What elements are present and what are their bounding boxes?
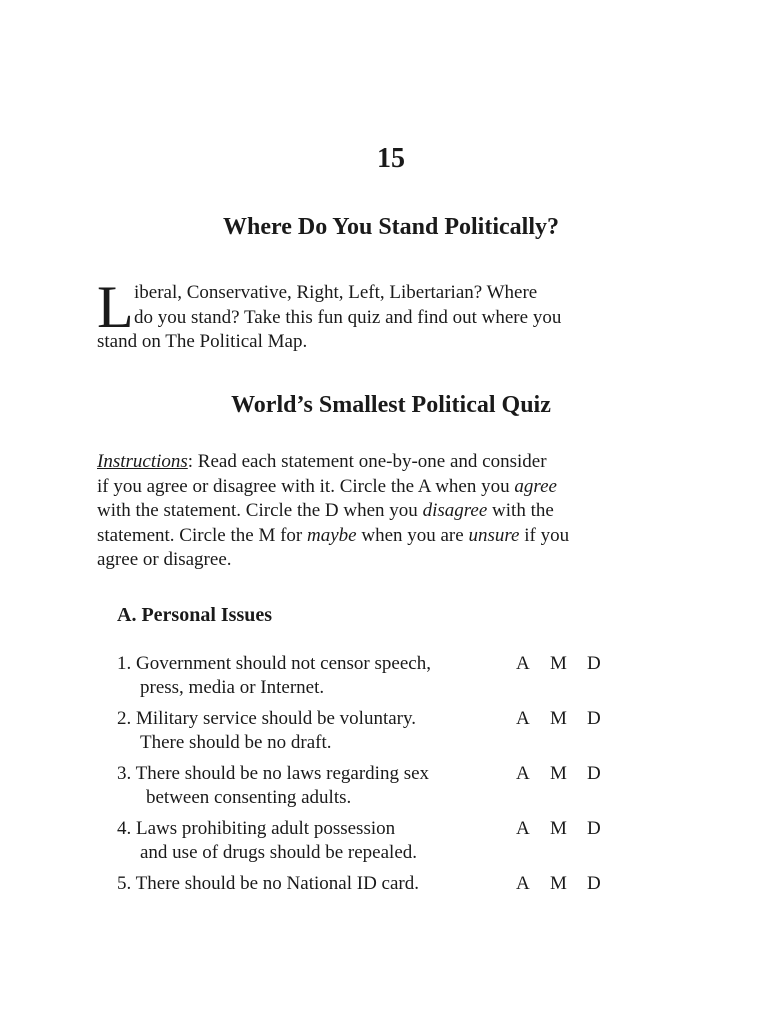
instructions-line: [97, 450, 697, 475]
answer-options: [516, 817, 601, 841]
option-maybe[interactable]: M: [550, 763, 567, 784]
instructions-text: if you agree or disagree with it. Circle the A when you: [97, 475, 515, 497]
chapter-title: Where Do You Stand Politically?: [222, 214, 559, 240]
instructions-line: [97, 524, 697, 549]
intro-line: do you stand? Take this fun quiz and find out where you: [134, 306, 562, 328]
instructions-line: agree or disagree.: [97, 549, 232, 570]
question-item: [117, 872, 637, 896]
option-agree[interactable]: A: [516, 708, 530, 729]
question-text-continued: There should be no draft.: [140, 732, 332, 753]
question-list: [117, 652, 637, 903]
emphasis-unsure: unsure: [468, 524, 520, 546]
instructions-label: Instructions: [97, 451, 188, 472]
instructions-text: when you are: [356, 524, 469, 546]
question-text-continued: press, media or Internet.: [140, 677, 325, 698]
option-maybe[interactable]: M: [550, 818, 567, 839]
instructions-paragraph: [97, 450, 697, 573]
option-disagree[interactable]: D: [587, 653, 601, 674]
option-maybe[interactable]: M: [550, 873, 567, 894]
instructions-line: [97, 499, 697, 524]
option-disagree[interactable]: D: [587, 708, 601, 729]
drop-cap: L: [97, 274, 134, 340]
answer-options: [516, 762, 601, 786]
answer-options: [516, 872, 601, 896]
instructions-line: [97, 475, 697, 500]
option-maybe[interactable]: M: [550, 653, 567, 674]
question-item: [117, 652, 637, 700]
instructions-text: if you: [519, 524, 570, 546]
emphasis-disagree: disagree: [422, 500, 488, 521]
question-text: 5. There should be no National ID card.: [117, 873, 419, 894]
option-disagree[interactable]: D: [587, 818, 601, 839]
intro-paragraph: [97, 274, 677, 355]
option-disagree[interactable]: D: [587, 763, 601, 784]
question-item: [117, 762, 637, 810]
emphasis-agree: agree: [514, 475, 557, 497]
question-text: 3. There should be no laws regarding sex: [117, 763, 430, 784]
question-item: [117, 817, 637, 865]
question-text: 4. Laws prohibiting adult possession: [117, 818, 396, 839]
question-text: 2. Military service should be voluntary.: [117, 708, 417, 729]
option-agree[interactable]: A: [516, 818, 530, 839]
option-agree[interactable]: A: [516, 653, 530, 674]
answer-options: [516, 652, 601, 676]
option-maybe[interactable]: M: [550, 708, 567, 729]
intro-line: iberal, Conservative, Right, Left, Libertarian? Where: [134, 282, 538, 303]
section-heading: A. Personal Issues: [117, 604, 273, 626]
question-text-continued: between consenting adults.: [146, 787, 352, 808]
quiz-title: World’s Smallest Political Quiz: [231, 392, 551, 418]
question-text-continued: and use of drugs should be repealed.: [140, 842, 418, 863]
instructions-text: with the: [487, 500, 554, 521]
instructions-text: statement. Circle the M for: [97, 524, 307, 546]
option-agree[interactable]: A: [516, 763, 530, 784]
chapter-number: 15: [377, 143, 405, 174]
option-agree[interactable]: A: [516, 873, 530, 894]
option-disagree[interactable]: D: [587, 873, 601, 894]
instructions-text: : Read each statement one-by-one and consider: [187, 451, 547, 472]
question-item: [117, 707, 637, 755]
instructions-text: with the statement. Circle the D when you: [97, 500, 423, 521]
emphasis-maybe: maybe: [307, 524, 357, 546]
question-text: 1. Government should not censor speech,: [117, 653, 431, 674]
answer-options: [516, 707, 601, 731]
intro-line: stand on The Political Map.: [97, 331, 308, 352]
